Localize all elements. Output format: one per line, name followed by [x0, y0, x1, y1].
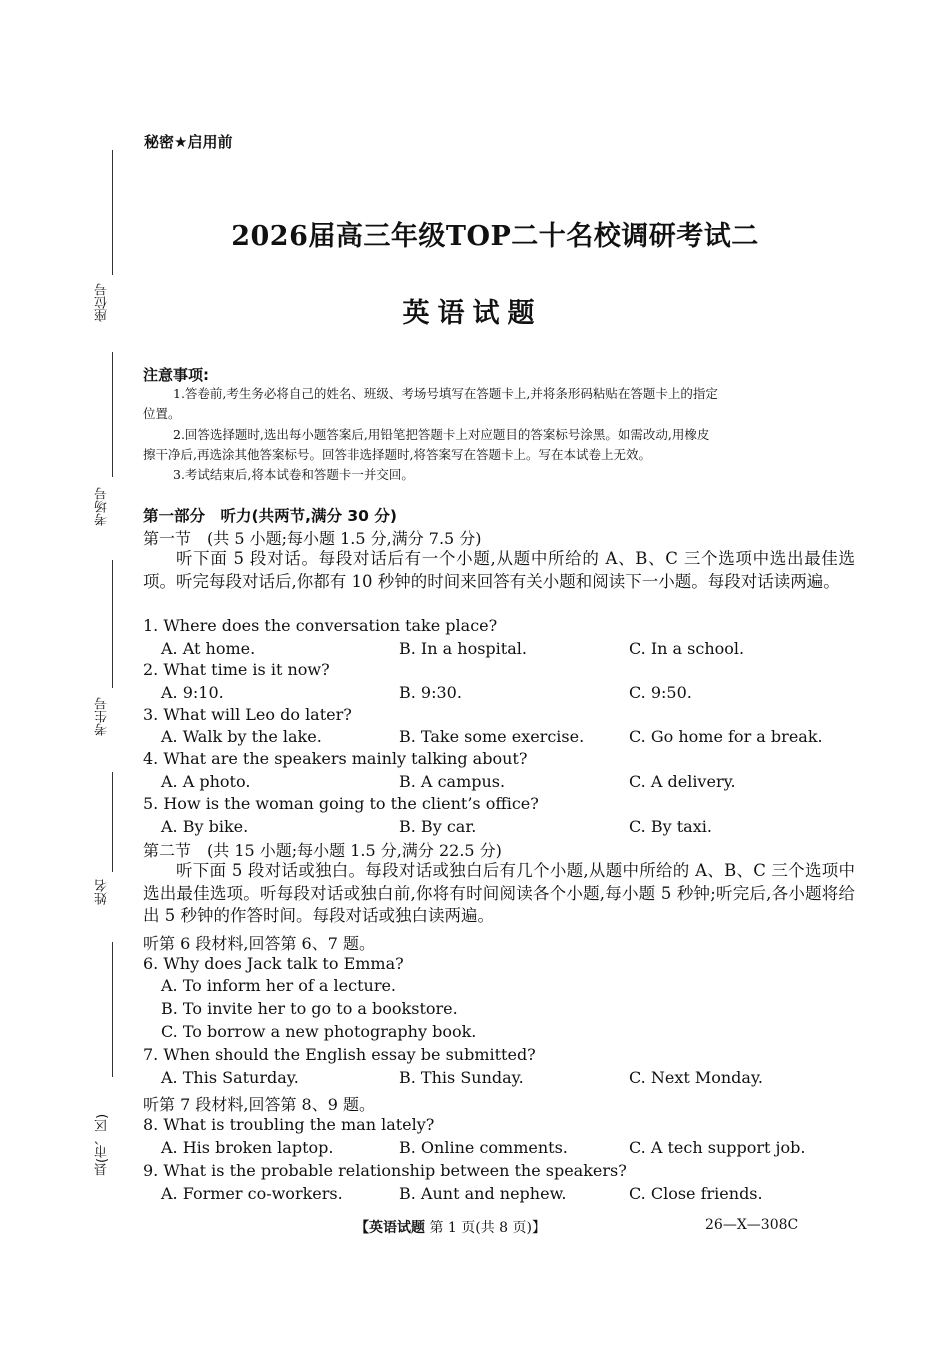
- notice-item: 1.答卷前,考生务必将自己的姓名、班级、考场号填写在答题卡上,并将条形码粘贴在答题卡上的指定: [173, 386, 718, 401]
- binding-line: [112, 560, 113, 688]
- option-c: C. Close friends.: [629, 1184, 763, 1203]
- option-a: A. This Saturday.: [161, 1068, 299, 1087]
- paper-code: 26—X—308C: [705, 1217, 799, 1233]
- binding-line: [112, 942, 113, 1077]
- candidate-number-label: 考生号: [95, 697, 110, 736]
- footer-title: 【英语试题: [355, 1220, 425, 1236]
- option-b: B. This Sunday.: [399, 1068, 524, 1087]
- binding-line: [112, 772, 113, 872]
- option-a: A. To inform her of a lecture.: [161, 976, 397, 995]
- notice-item: 2.回答选择题时,选出每小题答案后,用铅笔把答题卡上对应题目的答案标号涂黑。如需改动,用橡皮: [173, 427, 710, 442]
- option-c: C. A delivery.: [629, 772, 736, 791]
- option-c: C. By taxi.: [629, 817, 712, 836]
- option-c: C. 9:50.: [629, 683, 692, 702]
- question-stem: 3. What will Leo do later?: [143, 705, 352, 724]
- name-label: 姓名: [95, 879, 110, 905]
- section1-title: 第一节 (共 5 小题;每小题 1.5 分,满分 7.5 分): [143, 529, 482, 548]
- option-b: B. To invite her to go to a bookstore.: [161, 999, 458, 1018]
- option-c: C. To borrow a new photography book.: [161, 1022, 477, 1041]
- seat-number-label: 座位号: [95, 283, 110, 322]
- section2-instruction: 听下面 5 段对话或独白。每段对话或独白后有几个小题,从题中所给的 A、B、C 三个选项中选出最佳选项。听每段对话或独白前,你将有时间阅读各个小题,每小题 5 秒钟;听完后,各小题将给出 5 秒钟的作答时间。每段对话或独白读两遍。: [143, 861, 855, 925]
- option-a: A. Walk by the lake.: [161, 727, 322, 746]
- exam-room-label: 考场号: [95, 487, 110, 526]
- confidential-mark: 秘密★启用前: [144, 133, 233, 151]
- page-footer: [355, 1217, 546, 1237]
- option-b: B. Take some exercise.: [399, 727, 585, 746]
- notice-item: 3.考试结束后,将本试卷和答题卡一并交回。: [173, 467, 414, 482]
- option-c: C. Go home for a break.: [629, 727, 823, 746]
- option-b: B. In a hospital.: [399, 639, 527, 658]
- option-a: A. Former co-workers.: [161, 1184, 343, 1203]
- footer-page: 第 1 页(共 8 页)】: [429, 1220, 546, 1236]
- question-stem: 1. Where does the conversation take place?: [143, 616, 498, 635]
- question-stem: 6. Why does Jack talk to Emma?: [143, 954, 404, 973]
- section2-title: 第二节 (共 15 小题;每小题 1.5 分,满分 22.5 分): [143, 841, 502, 860]
- county-label: 县(市、区): [95, 1113, 110, 1177]
- binding-line: [112, 150, 113, 275]
- option-a: A. 9:10.: [161, 683, 224, 702]
- option-c: C. In a school.: [629, 639, 745, 658]
- question-stem: 7. When should the English essay be submitted?: [143, 1045, 536, 1064]
- option-a: A. A photo.: [161, 772, 251, 791]
- option-a: A. By bike.: [161, 817, 249, 836]
- section1-instruction: 听下面 5 段对话。每段对话后有一个小题,从题中所给的 A、B、C 三个选项中选出最佳选项。听完每段对话后,你都有 10 秒钟的时间来回答有关小题和阅读下一小题。每段对话读两遍。: [143, 549, 855, 591]
- question-stem: 8. What is troubling the man lately?: [143, 1115, 435, 1134]
- option-b: B. A campus.: [399, 772, 506, 791]
- option-b: B. By car.: [399, 817, 477, 836]
- option-c: C. Next Monday.: [629, 1068, 763, 1087]
- option-b: B. Online comments.: [399, 1138, 568, 1157]
- question-stem: 4. What are the speakers mainly talking about?: [143, 749, 528, 768]
- material-heading: 听第 6 段材料,回答第 6、7 题。: [143, 934, 375, 953]
- option-a: A. His broken laptop.: [161, 1138, 334, 1157]
- notice-item: 位置。: [143, 406, 181, 421]
- question-stem: 5. How is the woman going to the client’s office?: [143, 794, 539, 813]
- option-b: B. Aunt and nephew.: [399, 1184, 567, 1203]
- question-stem: 9. What is the probable relationship between the speakers?: [143, 1161, 627, 1180]
- part1-title: 第一部分 听力(共两节,满分 30 分): [143, 507, 397, 525]
- option-c: C. A tech support job.: [629, 1138, 806, 1157]
- exam-title: 2026届高三年级TOP二十名校调研考试二: [231, 221, 759, 252]
- binding-line: [112, 352, 113, 477]
- option-a: A. At home.: [161, 639, 256, 658]
- exam-subtitle: 英语试题: [402, 298, 543, 329]
- option-b: B. 9:30.: [399, 683, 462, 702]
- material-heading: 听第 7 段材料,回答第 8、9 题。: [143, 1095, 375, 1114]
- question-stem: 2. What time is it now?: [143, 660, 330, 679]
- notice-heading: 注意事项:: [143, 366, 209, 384]
- notice-item: 擦干净后,再选涂其他答案标号。回答非选择题时,将答案写在答题卡上。写在本试卷上无效。: [143, 447, 651, 462]
